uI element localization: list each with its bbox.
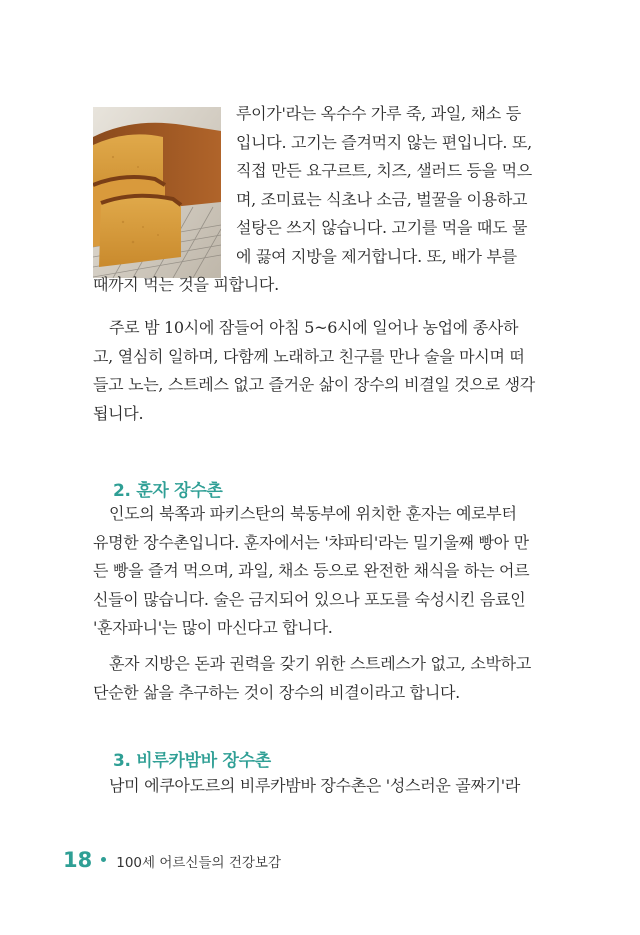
page-number: 18: [63, 848, 93, 872]
text-line: 고, 열심히 일하며, 다함께 노래하고 친구를 만나 술을 마시며 떠: [93, 346, 525, 366]
text-line: 설탕은 쓰지 않습니다. 고기를 먹을 때도 물: [236, 218, 528, 237]
body-paragraph: [93, 772, 520, 801]
text-line: 단순한 삶을 추구하는 것이 장수의 비결이라고 합니다.: [93, 682, 460, 702]
text-line: 든 빵을 즐겨 먹으며, 과일, 채소 등으로 완전한 채식을 하는 어르: [93, 561, 530, 580]
text-line: 때까지 먹는 것을 피합니다.: [93, 275, 279, 294]
text-line: 루이가'라는 옥수수 가루 죽, 과일, 채소 등: [236, 104, 521, 123]
section-heading: 2. 훈자 장수촌: [113, 481, 223, 501]
body-paragraph: [93, 650, 531, 707]
text-line: 유명한 장수촌입니다. 훈자에서는 '챠파티'라는 밀기울째 빵아 만: [93, 532, 529, 552]
text-line: '훈자파니'는 많이 마신다고 합니다.: [93, 618, 333, 637]
text-line: 인도의 북쪽과 파키스탄의 북동부에 위치한 훈자는 예로부터: [109, 504, 517, 523]
text-line: 들고 노는, 스트레스 없고 즐거운 삶이 장수의 비결일 것으로 생각: [93, 375, 535, 394]
text-line: 입니다. 고기는 즐겨먹지 않는 편입니다. 또,: [236, 132, 532, 152]
bread-photo: [93, 107, 221, 278]
bread-loaf-icon: [93, 107, 221, 278]
body-paragraph: [93, 500, 529, 643]
wrap-paragraph: [236, 100, 532, 271]
text-line: 며, 조미료는 식초나 소금, 벌꿀을 이용하고: [236, 189, 528, 209]
bullet-dot-icon: [101, 857, 106, 862]
section-heading: 3. 비루카밤바 장수촌: [113, 751, 271, 771]
wrap-paragraph-tail: [93, 271, 279, 300]
text-line: 주로 밤 10시에 잠들어 아침 5~6시에 일어나 농업에 종사하: [109, 318, 519, 337]
book-title: 100세 어르신들의 건강보감: [116, 855, 281, 871]
page-footer: [63, 848, 281, 874]
text-line: 훈자 지방은 돈과 권력을 갖기 위한 스트레스가 없고, 소박하고: [109, 654, 531, 673]
text-line: 됩니다.: [93, 403, 144, 423]
text-line: 에 끓여 지방을 제거합니다. 또, 배가 부를: [236, 246, 517, 266]
text-line: 직접 만든 요구르트, 치즈, 샐러드 등을 먹으: [236, 161, 532, 180]
text-line: 남미 에쿠아도르의 비루카밤바 장수촌은 '성스러운 골짜기'라: [109, 776, 521, 795]
body-paragraph: [93, 314, 535, 428]
text-line: 신들이 많습니다. 술은 금지되어 있으나 포도를 숙성시킨 음료인: [93, 589, 526, 609]
